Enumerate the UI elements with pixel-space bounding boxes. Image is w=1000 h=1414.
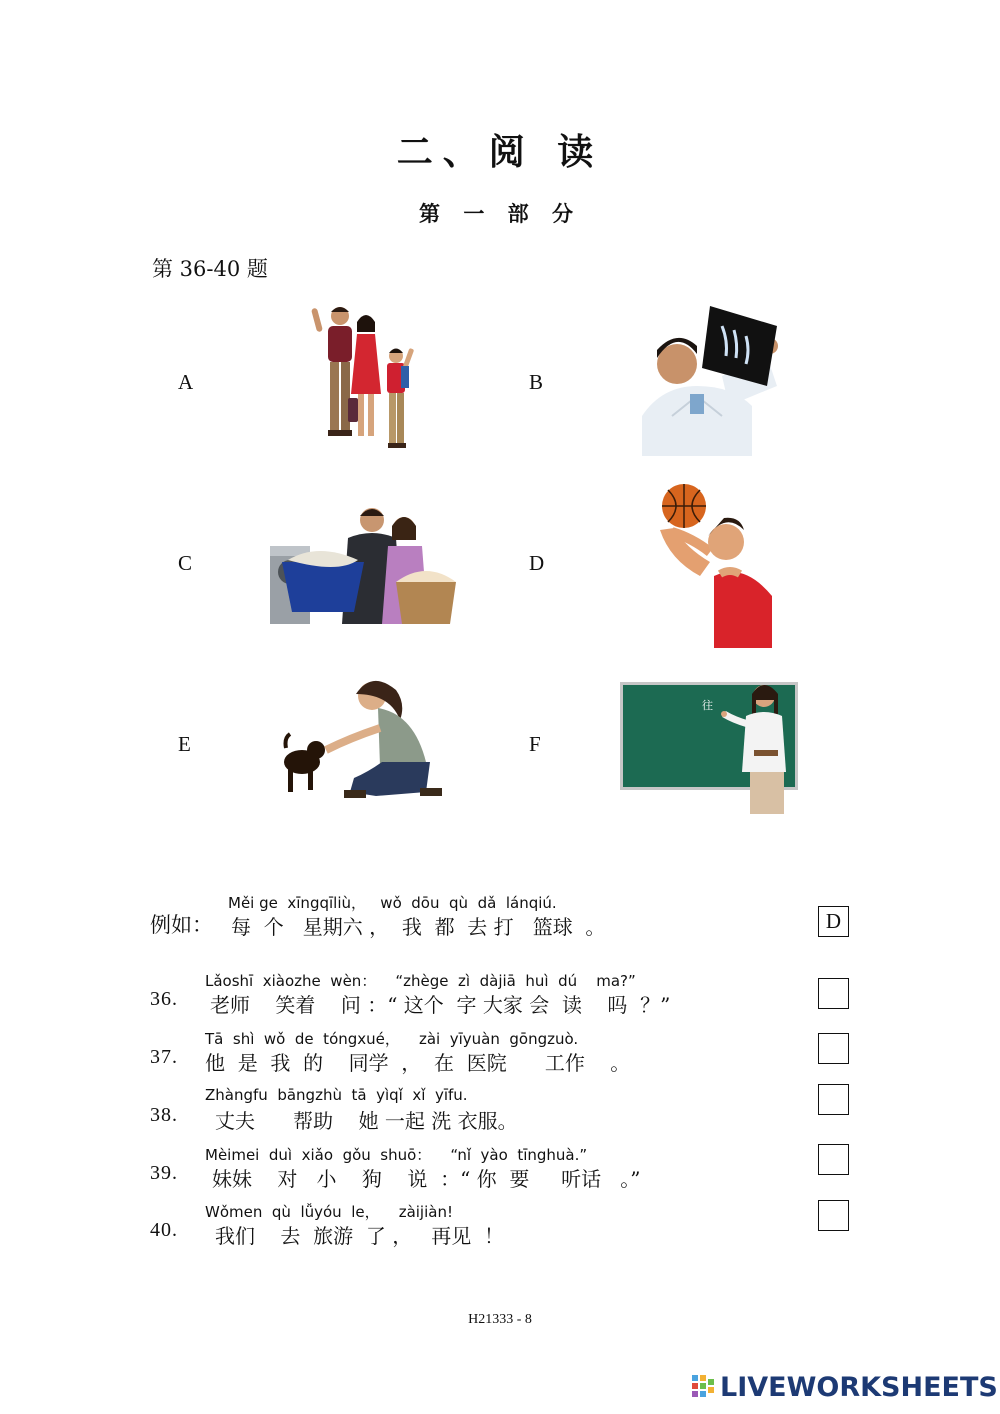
teacher-blackboard-photo [620,680,800,814]
option-letter-b: B [529,370,544,394]
q38-number: 38. [150,1104,178,1126]
question-range: 第 36-40 题 [152,257,268,281]
page-footer: H21333 - 8 [468,1312,532,1327]
example-answer-box: D [818,906,849,937]
q37-answer-box[interactable] [818,1033,849,1064]
doctor-xray-photo [642,306,782,456]
logo-grid-icon [692,1375,716,1401]
liveworksheets-logo [692,1372,998,1403]
option-letter-c: C [178,551,193,575]
q40-sentence: 我们 去 旅游 了 ， 再见 ！ [215,1224,505,1248]
page-title: 二、阅 读 [396,131,604,173]
option-letter-f: F [529,732,541,756]
q36-answer-box[interactable] [818,978,849,1009]
q37-sentence: 他 是 我 的 同学 ， 在 医院 工作 。 [205,1051,631,1075]
q40-number: 40. [150,1219,178,1241]
q36-pinyin: Lǎoshī xiàozhe wèn： “zhège zì dàjiā huì dú ma?” [205,972,636,990]
q39-answer-box[interactable] [818,1144,849,1175]
q40-pinyin: Wǒmen qù lǚyóu le， zàijiàn! [205,1203,453,1221]
q38-pinyin: Zhàngfu bāngzhù tā yìqǐ xǐ yīfu. [205,1086,468,1104]
q36-number: 36. [150,988,178,1010]
q37-pinyin: Tā shì wǒ de tóngxué， zài yīyuàn gōngzuò. [205,1030,579,1048]
example-sentence: 每 个 星期六 ， 我 都 去 打 篮球 。 [231,915,606,939]
section-subtitle: 第 一 部 分 [419,201,581,226]
option-letter-a: A [178,370,194,394]
example-pinyin: Měi ge xīngqīliù， wǒ dōu qù dǎ lánqiú. [228,894,557,912]
svg-text:往: 往 [702,699,713,712]
q37-number: 37. [150,1046,178,1068]
example-label: 例如： [150,913,213,937]
q40-answer-box[interactable] [818,1200,849,1231]
q39-sentence: 妹妹 对 小 狗 说 ：“ 你 要 听话 。” [212,1167,641,1191]
couple-laundry-photo [270,502,456,624]
q36-sentence: 老师 笑着 问 ：“ 这个 字 大家 会 读 吗 ？” [210,993,671,1017]
family-waving-photo [300,300,425,460]
q39-pinyin: Mèimei duì xiǎo gǒu shuō： “nǐ yào tīnghuà.” [205,1146,588,1164]
brand-name: LIVEWORKSHEETS [720,1372,998,1403]
option-letter-d: D [529,551,545,575]
option-letter-e: E [178,732,191,756]
q38-answer-box[interactable] [818,1084,849,1115]
basketball-player-photo [650,480,776,648]
q39-number: 39. [150,1162,178,1184]
woman-puppy-photo [282,678,444,808]
q38-sentence: 丈夫 帮助 她 一起 洗 衣服。 [215,1109,518,1133]
